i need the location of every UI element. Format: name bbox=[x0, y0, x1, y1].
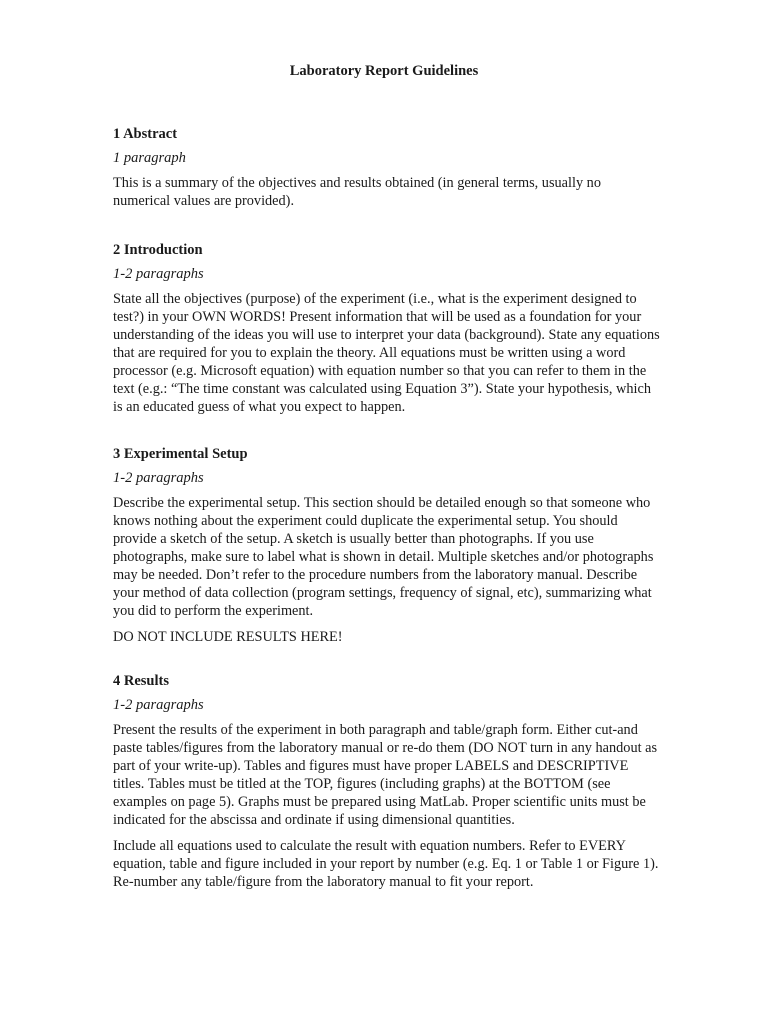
section-paragraph: Describe the experimental setup. This section should be detailed enough so that someone who knows nothing about the experiment could duplicate the experimental setup. You should provide a sketch of the setup. A sketch is usually better than photographs. If you use photographs, make sure to label what is shown in detail. Multiple sketches and/or photographs may be needed. Don’t refer to the procedure numbers from the laboratory manual. Describe your method of data collection (program settings, frequency of signal, etc), summarizing what you did to perform the experiment. bbox=[113, 495, 654, 619]
section-length-note: 1-2 paragraphs bbox=[113, 470, 204, 486]
section-paragraph: State all the objectives (purpose) of the experiment (i.e., what is the experiment designed to test?) in your OWN WORDS! Present information that will be used as a foundation for your understanding of the ideas you will use to interpret your data (background). State any equations that are required for you to explain the theory. All equations must be written using a word processor (e.g. Microsoft equation) with equation number so that you can refer to them in the text (e.g.: “The time constant was calculated using Equation 3”). State your hypothesis, which is an educated guess of what you expect to happen. bbox=[113, 291, 660, 415]
section-length-note: 1-2 paragraphs bbox=[113, 266, 204, 282]
section-paragraph: This is a summary of the objectives and results obtained (in general terms, usually no numerical values are provided). bbox=[113, 175, 601, 209]
section-introduction bbox=[113, 240, 661, 416]
section-heading: 2 Introduction bbox=[113, 242, 203, 258]
section-length-note: 1 paragraph bbox=[113, 150, 186, 166]
section-heading: 1 Abstract bbox=[113, 126, 178, 142]
section-abstract bbox=[113, 124, 661, 210]
document-body bbox=[113, 124, 661, 915]
section-heading: 4 Results bbox=[113, 673, 169, 689]
section-results bbox=[113, 671, 661, 891]
section-paragraph: Include all equations used to calculate the result with equation numbers. Refer to EVERY equation, table and figure included in your report by number (e.g. Eq. 1 or Table 1 or Figure 1). Re-number any table/figure from the laboratory manual to fit your report. bbox=[113, 838, 659, 890]
section-experimental-setup bbox=[113, 444, 661, 646]
document-title: Laboratory Report Guidelines bbox=[289, 63, 479, 79]
section-length-note: 1-2 paragraphs bbox=[113, 697, 204, 713]
section-warning: DO NOT INCLUDE RESULTS HERE! bbox=[113, 629, 343, 645]
section-paragraph: Present the results of the experiment in both paragraph and table/graph form. Either cut-and paste tables/figures from the laboratory manual or re-do them (DO NOT turn in any handout as part of your write-up). Tables and figures must have proper LABELS and DESCRIPTIVE titles. Tables must be titled at the TOP, figures (including graphs) at the BOTTOM (see examples on page 5). Graphs must be prepared using MatLab. Proper scientific units must be indicated for the abscissa and ordinate if using dimensional quantities. bbox=[113, 722, 658, 828]
section-heading: 3 Experimental Setup bbox=[113, 446, 248, 462]
